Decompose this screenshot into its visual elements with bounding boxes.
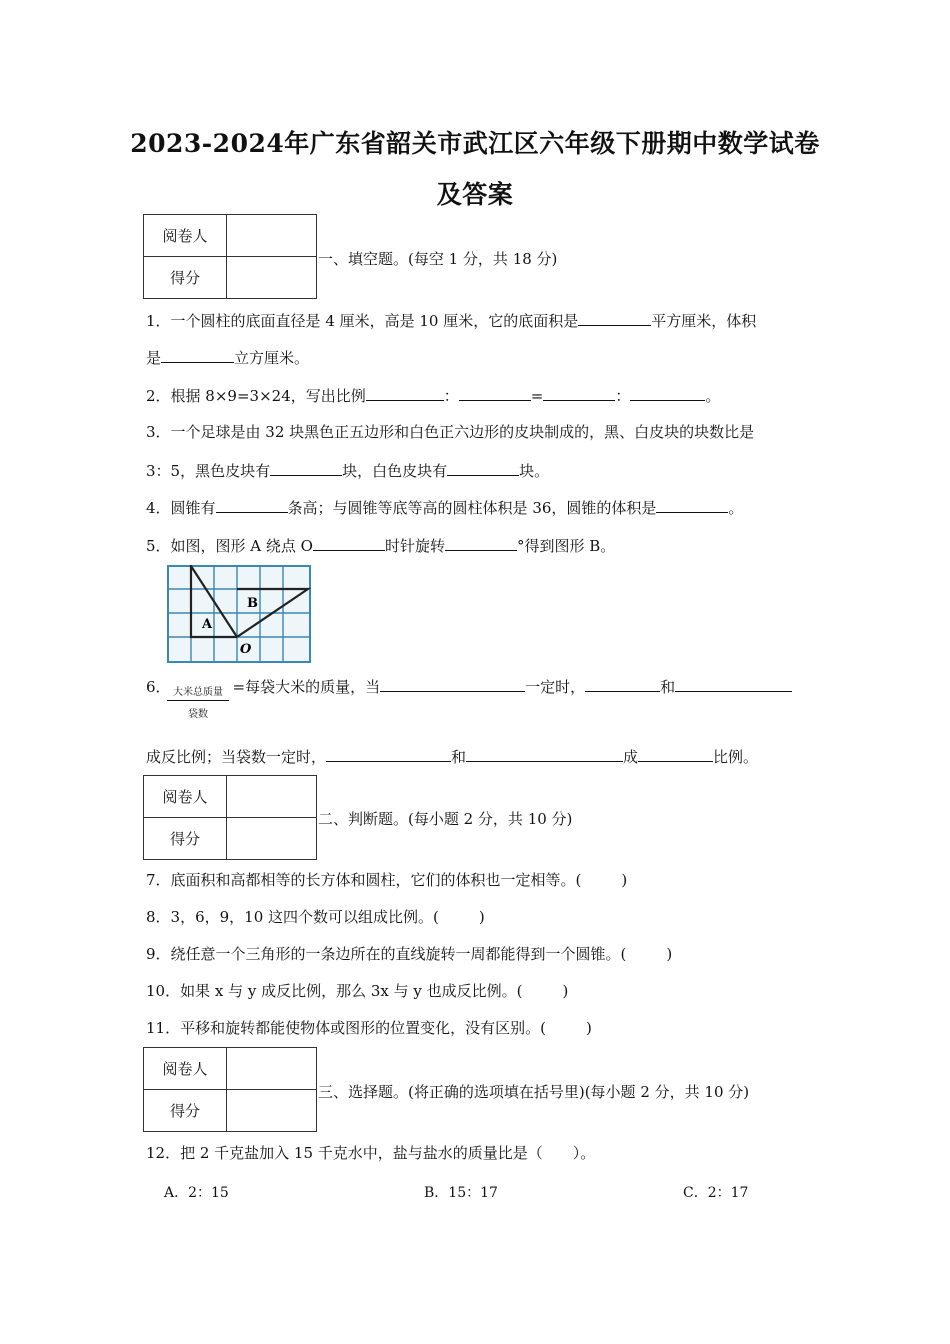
q1-text-c: 是	[146, 349, 162, 367]
q10-text: 10．如果 x 与 y 成反比例，那么 3x 与 y 也成反比例。(	[146, 982, 523, 1000]
answer-blank[interactable]	[578, 310, 651, 326]
q5-text-c: °得到图形 B。	[517, 537, 616, 555]
q6-text-b: 一定时，	[525, 678, 586, 696]
q6-text-e: 和	[451, 748, 467, 766]
score-label: 得分	[144, 818, 227, 860]
question-3	[146, 422, 754, 442]
page-title: 2023-2024年广东省韶关市武江区六年级下册期中数学试卷	[130, 129, 820, 158]
q3-text-d: 块。	[519, 462, 550, 480]
rotation-figure	[167, 565, 311, 663]
question-5	[146, 535, 615, 556]
answer-blank[interactable]	[675, 676, 792, 692]
q5-text-b: 时针旋转	[384, 537, 445, 555]
q3-text-c: 块，白色皮块有	[342, 462, 448, 480]
q2-equals: =	[530, 387, 544, 405]
question-10	[146, 981, 568, 1001]
q4-end: 。	[728, 499, 744, 517]
answer-blank[interactable]	[447, 460, 519, 476]
q7-text: 7．底面积和高都相等的长方体和圆柱，它们的体积也一定相等。(	[146, 871, 582, 889]
q12-close: ）。	[572, 1144, 596, 1162]
score-label: 得分	[144, 257, 227, 299]
q1-text: 1．一个圆柱的底面直径是 4 厘米，高是 10 厘米，它的底面积是	[146, 312, 579, 330]
answer-blank[interactable]	[270, 460, 342, 476]
fraction-denominator: 袋数	[188, 709, 208, 720]
q11-text: 11．平移和旋转都能使物体或图形的位置变化，没有区别。(	[146, 1019, 546, 1037]
reviewer-label: 阅卷人	[144, 1048, 227, 1090]
q11-close: )	[585, 1019, 592, 1037]
reviewer-cell[interactable]	[227, 215, 317, 257]
score-table-3	[143, 1047, 317, 1132]
answer-blank[interactable]	[585, 676, 660, 692]
answer-blank[interactable]	[543, 385, 615, 401]
answer-blank[interactable]	[313, 535, 385, 551]
q5-text: 5．如图，图形 A 绕点 O	[146, 537, 313, 555]
answer-blank[interactable]	[630, 385, 705, 401]
q6-text: =每袋大米的质量，当	[232, 678, 381, 696]
answer-blank[interactable]	[380, 676, 525, 692]
reviewer-label: 阅卷人	[144, 776, 227, 818]
question-3-cont	[146, 460, 549, 481]
answer-blank[interactable]	[326, 746, 451, 762]
q6-text-g: 比例。	[713, 748, 759, 766]
q1-text-b: 平方厘米，体积	[651, 312, 757, 330]
score-cell[interactable]	[227, 257, 317, 299]
q12-text: 12．把 2 千克盐加入 15 千克水中，盐与盐水的质量比是（	[146, 1144, 543, 1162]
answer-blank[interactable]	[366, 385, 444, 401]
section-heading-1: 一、填空题。(每空 1 分，共 18 分)	[318, 250, 558, 268]
answer-blank[interactable]	[466, 746, 623, 762]
option-c[interactable]: C．2：17	[683, 1185, 749, 1201]
score-label: 得分	[144, 1090, 227, 1132]
score-cell[interactable]	[227, 1090, 317, 1132]
question-1	[146, 310, 756, 331]
score-table-1	[143, 214, 317, 299]
option-b[interactable]: B．15：17	[424, 1185, 498, 1201]
q10-close: )	[562, 982, 569, 1000]
q2-end: 。	[705, 387, 721, 405]
label-b: B	[247, 596, 258, 611]
option-a[interactable]: A．2：15	[164, 1185, 229, 1201]
question-8	[146, 907, 485, 927]
q3-text-b: 3：5，黑色皮块有	[146, 462, 271, 480]
q6-text-d: 成反比例；当袋数一定时，	[146, 748, 327, 766]
q7-close: )	[621, 871, 628, 889]
score-cell[interactable]	[227, 818, 317, 860]
score-table-2	[143, 775, 317, 860]
reviewer-cell[interactable]	[227, 776, 317, 818]
reviewer-cell[interactable]	[227, 1048, 317, 1090]
label-o: O	[240, 642, 252, 657]
question-1-cont	[146, 347, 309, 368]
q6-number: 6．	[146, 678, 171, 696]
answer-blank[interactable]	[638, 746, 713, 762]
section-heading-2: 二、判断题。(每小题 2 分，共 10 分)	[318, 810, 573, 828]
section-heading-3: 三、选择题。(将正确的选项填在括号里)(每小题 2 分，共 10 分)	[318, 1083, 750, 1101]
q8-close: )	[478, 908, 485, 926]
answer-blank[interactable]	[445, 535, 517, 551]
fraction	[167, 683, 229, 720]
q1-text-d: 立方厘米。	[234, 349, 310, 367]
q8-text: 8．3，6，9，10 这四个数可以组成比例。(	[146, 908, 439, 926]
q4-text-b: 条高；与圆锥等底等高的圆柱体积是 36，圆锥的体积是	[287, 499, 657, 517]
question-7	[146, 870, 627, 890]
answer-blank[interactable]	[216, 497, 288, 513]
grid-border	[168, 566, 310, 662]
label-a: A	[202, 617, 213, 632]
question-11	[146, 1018, 592, 1038]
q6-text-c: 和	[660, 678, 676, 696]
question-9	[146, 944, 672, 964]
answer-blank[interactable]	[459, 385, 531, 401]
question-2	[146, 385, 720, 406]
question-12	[146, 1143, 595, 1163]
q6-text-f: 成	[623, 748, 639, 766]
question-6	[146, 676, 792, 697]
question-4	[146, 497, 743, 518]
page-title-line2: 及答案	[436, 180, 514, 209]
q9-close: )	[666, 945, 673, 963]
q2-text: 2．根据 8×9=3×24，写出比例	[146, 387, 366, 405]
q3-text: 3．一个足球是由 32 块黑色正五边形和白色正六边形的皮块制成的，黑、白皮块的块数比是	[146, 423, 755, 441]
q2-colon: ：	[615, 387, 631, 405]
reviewer-label: 阅卷人	[144, 215, 227, 257]
answer-blank[interactable]	[656, 497, 728, 513]
fraction-numerator: 大米总质量	[167, 683, 229, 701]
answer-blank[interactable]	[161, 347, 234, 363]
q2-colon: ：	[443, 387, 459, 405]
q9-text: 9．绕任意一个三角形的一条边所在的直线旋转一周都能得到一个圆锥。(	[146, 945, 627, 963]
question-6-cont	[146, 746, 758, 767]
q4-text: 4．圆锥有	[146, 499, 216, 517]
